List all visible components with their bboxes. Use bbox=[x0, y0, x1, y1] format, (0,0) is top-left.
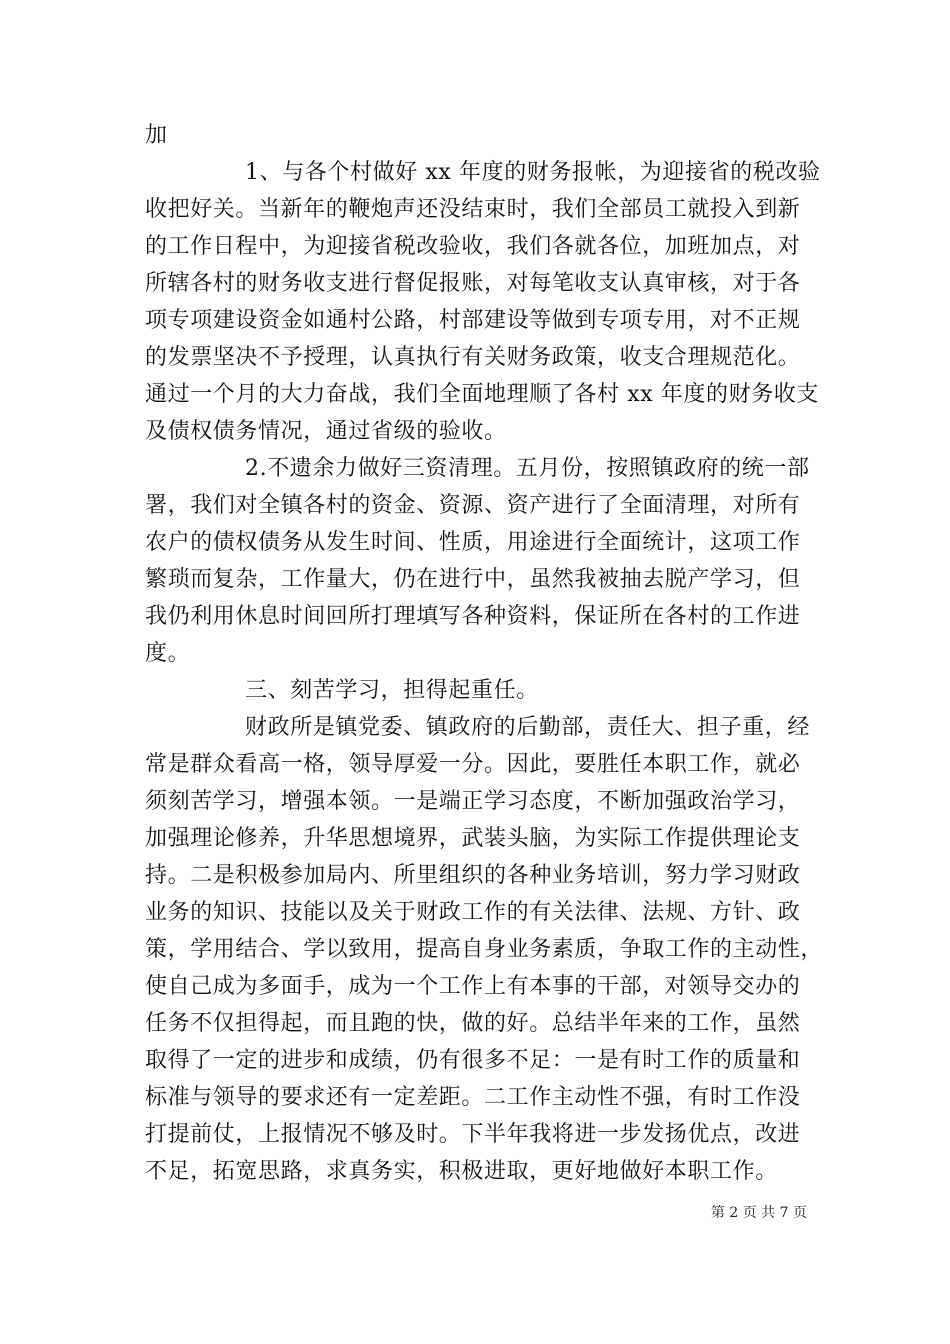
text-line: 标准与领导的要求还有一定差距。二工作主动性不强，有时工作没 bbox=[145, 1085, 801, 1110]
section-heading: 三、刻苦学习，担得起重任。 bbox=[245, 678, 539, 703]
text-line: 常是群众看高一格，领导厚爱一分。因此，要胜任本职工作，就必 bbox=[145, 752, 801, 777]
text-line: 使自己成为多面手，成为一个工作上有本事的干部，对领导交办的 bbox=[145, 974, 801, 999]
text-line: 任务不仅担得起，而且跑的快，做的好。总结半年来的工作，虽然 bbox=[145, 1011, 801, 1036]
text-line: 策，学用结合、学以致用，提高自身业务素质，争取工作的主动性， bbox=[145, 937, 824, 962]
text-line: 不足，拓宽思路，求真务实，积极进取，更好地做好本职工作。 bbox=[145, 1159, 778, 1184]
text-line: 收把好关。当新年的鞭炮声还没结束时，我们全部员工就投入到新 bbox=[145, 197, 801, 222]
text-line: 通过一个月的大力奋战，我们全面地理顺了各村 xx 年度的财务收支 bbox=[145, 382, 820, 407]
text-line: 及债权债务情况，通过省级的验收。 bbox=[145, 419, 507, 444]
text-line: 业务的知识、技能以及关于财政工作的有关法律、法规、方针、政 bbox=[145, 900, 801, 925]
text-line: 我仍利用休息时间回所打理填写各种资料，保证所在各村的工作进 bbox=[145, 604, 801, 629]
page-number: 第 2 页 共 7 页 bbox=[710, 1205, 807, 1221]
text-line: 度。 bbox=[145, 641, 191, 666]
text-line: 的工作日程中，为迎接省税改验收，我们各就各位，加班加点，对 bbox=[145, 234, 801, 259]
text-line: 农户的债权债务从发生时间、性质，用途进行全面统计，这项工作 bbox=[145, 530, 801, 555]
text-line: 持。二是积极参加局内、所里组织的各种业务培训，努力学习财政 bbox=[145, 863, 801, 888]
text-line: 所辖各村的财务收支进行督促报账，对每笔收支认真审核，对于各 bbox=[145, 271, 801, 296]
text-line: 须刻苦学习，增强本领。一是端正学习态度，不断加强政治学习， bbox=[145, 789, 801, 814]
text-line: 的发票坚决不予授理，认真执行有关财务政策，收支合理规范化。 bbox=[145, 345, 801, 370]
text-line: 加 bbox=[145, 123, 168, 148]
text-line: 项专项建设资金如通村公路，村部建设等做到专项专用，对不正规 bbox=[145, 308, 801, 333]
text-line: 2.不遗余力做好三资清理。五月份，按照镇政府的统一部 bbox=[245, 456, 810, 481]
text-line: 1、与各个村做好 xx 年度的财务报帐，为迎接省的税改验 bbox=[245, 160, 821, 185]
text-line: 打提前仗，上报情况不够及时。下半年我将进一步发扬优点，改进 bbox=[145, 1122, 801, 1147]
text-line: 取得了一定的进步和成绩，仍有很多不足：一是有时工作的质量和 bbox=[145, 1048, 801, 1073]
text-line: 署，我们对全镇各村的资金、资源、资产进行了全面清理，对所有 bbox=[145, 493, 801, 518]
text-line: 加强理论修养，升华思想境界，武装头脑，为实际工作提供理论支 bbox=[145, 826, 801, 851]
text-line: 财政所是镇党委、镇政府的后勤部，责任大、担子重，经 bbox=[245, 715, 811, 740]
text-line: 繁琐而复杂，工作量大，仍在进行中，虽然我被抽去脱产学习，但 bbox=[145, 567, 801, 592]
